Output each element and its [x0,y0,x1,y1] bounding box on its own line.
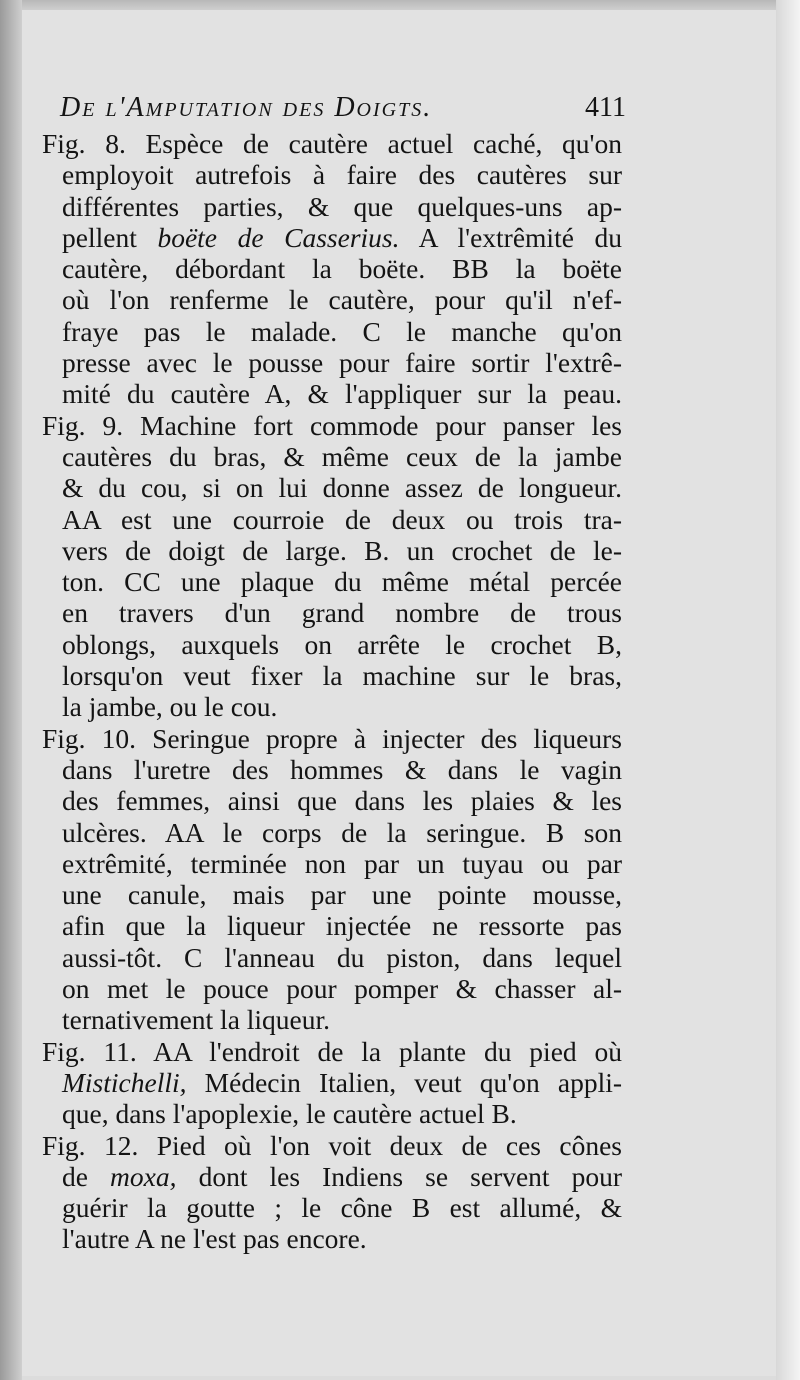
text-line: extrêmité, terminée non par un tuyau ou par [62,847,622,879]
figure-label: Fig. 11. [42,1035,137,1067]
text-line: lorsqu'on veut fixer la machine sur le bras, [62,660,622,692]
text-line: l'autre A ne l'est pas encore. [62,1223,367,1255]
running-header [60,92,626,132]
figure-label: Fig. 10. [42,722,137,754]
text-line: cautères du bras, & même ceux de la jambe [62,440,622,472]
text-line: oblongs, auxquels on arrête le crochet B, [62,628,622,660]
text-line: où l'on renferme le cautère, pour qu'il n'ef- [62,284,622,316]
figure-label: Fig. 9. [42,409,124,441]
text-line: fraye pas le malade. C le manche qu'on [62,315,622,347]
text-line: une canule, mais par une pointe mousse, [62,879,622,911]
text-line: la jambe, ou le cou. [62,691,278,723]
text-line: AA est une courroie de deux ou trois tra- [62,503,622,535]
text-line: mité du cautère A, & l'appliquer sur la peau. [62,378,622,410]
text-line: Pied où l'on voit deux de ces cônes [156,1129,622,1161]
page-number: 411 [585,92,626,123]
text-line: ternativement la liqueur. [62,1004,331,1036]
text-line: différentes parties, & que quelques-uns ap- [62,190,622,222]
text-line: de [62,1160,88,1192]
text-line: employoit autrefois à faire des cautères sur [62,159,622,191]
text-line: en travers d'un grand nombre de trous [62,597,622,629]
text-line: ulcères. AA le corps de la seringue. B son [62,816,622,848]
figure-caption-12 [42,1130,622,1255]
text-line: presse avec le pousse pour faire sortir l'extrê- [62,347,622,379]
text-line: afin que la liqueur injectée ne ressorte pas [62,910,622,942]
text-line: guérir la goutte ; le cône B est allumé, & [62,1192,622,1224]
text-line: vers de doigt de large. B. un crochet de le- [62,534,622,566]
text-line: & du cou, si on lui donne assez de longueur. [62,472,622,504]
figure-label: Fig. 12. [42,1129,139,1161]
text-line: on met le pouce pour pomper & chasser al- [62,973,622,1005]
text-line: que, dans l'apoplexie, le cautère actuel B. [62,1098,517,1130]
figure-caption-9 [42,410,622,723]
text-line: cautère, débordant la boëte. BB la boëte [62,253,622,285]
page-binding-shadow [0,0,22,1380]
text-line: des femmes, ainsi que dans les plaies & les [62,785,622,817]
text-line: AA l'endroit de la plante du pied où [153,1035,622,1067]
page-right-edge [776,0,800,1380]
text-line: A l'extrêmité du [418,221,623,253]
text-line: Médecin Italien, veut qu'on appli- [204,1066,623,1098]
figure-label: Fig. 8. [42,128,126,159]
text-line: dans l'uretre des hommes & dans le vagin [62,753,622,785]
figure-caption-10 [42,723,622,1036]
text-line: pellent [62,221,137,253]
italic-name: Mistichelli, [62,1066,187,1098]
text-line: ton. CC une plaque du même métal percée [62,566,622,598]
running-title: De l'Amputation des Doigts. [60,92,433,123]
figure-caption-11 [42,1036,622,1130]
text-line: aussi-tôt. C l'anneau du piston, dans lequel [62,941,622,973]
italic-term: boëte de Casserius. [157,221,400,253]
italic-term: moxa, [110,1160,177,1192]
body-text [42,128,622,1255]
text-line: Seringue propre à injecter des liqueurs [152,722,623,754]
text-line: dont les Indiens se servent pour [198,1160,623,1192]
text-line: Machine fort commode pour panser les [140,409,623,441]
text-line: Espèce de cautère actuel caché, qu'on [145,128,623,159]
figure-caption-8 [42,128,622,410]
